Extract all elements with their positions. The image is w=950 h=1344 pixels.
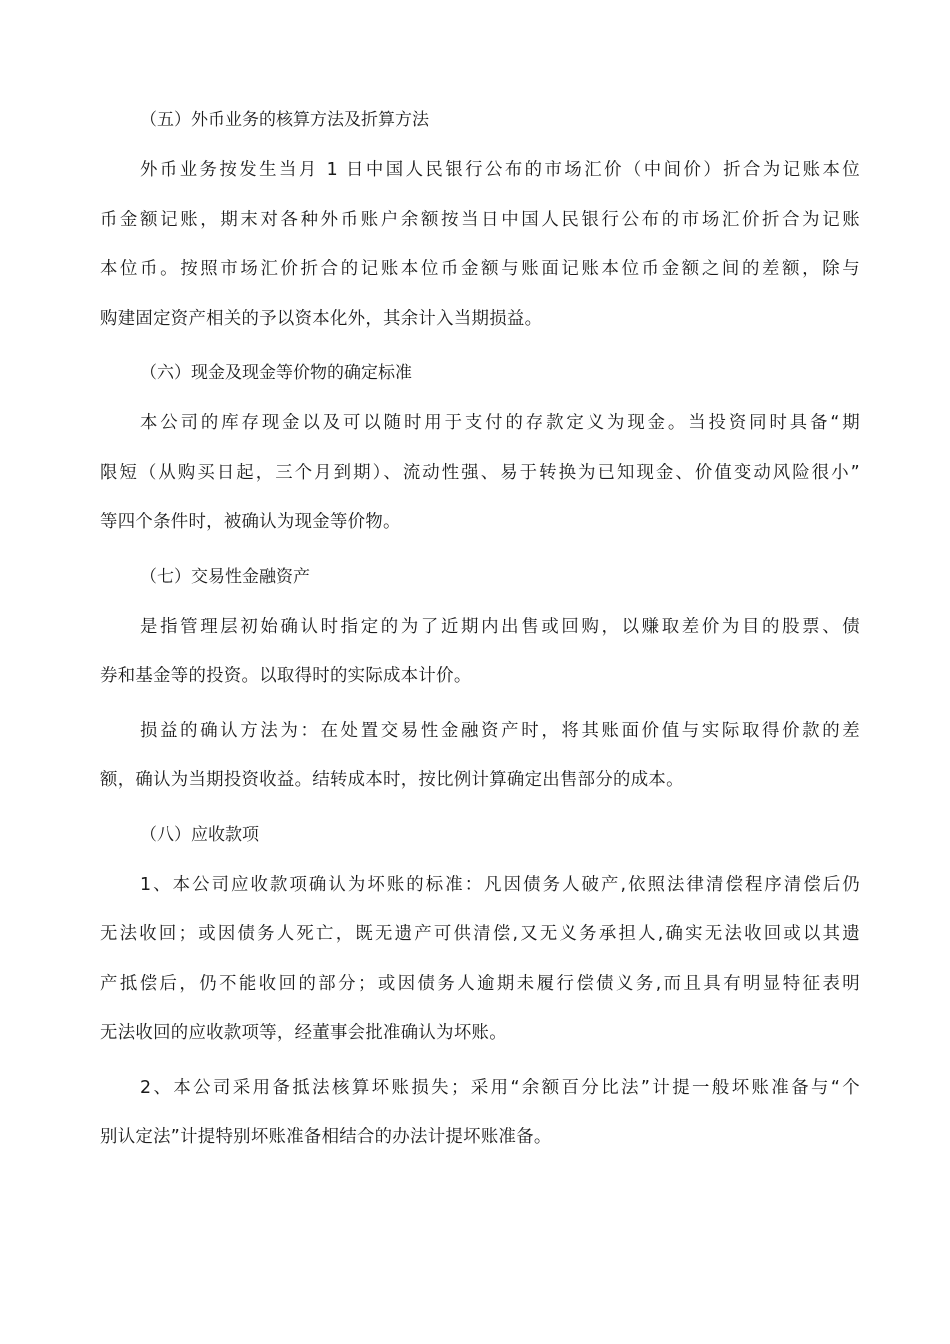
text-line: 无法收回的应收款项等，经董事会批准确认为坏账。 bbox=[100, 1023, 507, 1043]
text-line: 别认定法”计提特别坏账准备相结合的办法计提坏账准备。 bbox=[100, 1127, 552, 1147]
text-line: 2、本公司采用备抵法核算坏账损失；采用“余额百分比法”计提一般坏账准备与“个 bbox=[140, 1077, 860, 1098]
section-heading-7: （七）交易性金融资产 bbox=[140, 566, 310, 587]
section-heading-5: （五）外币业务的核算方法及折算方法 bbox=[140, 110, 429, 130]
text-line: 币金额记账，期末对各种外币账户余额按当日中国人民银行公布的市场汇价折合为记账 bbox=[100, 209, 860, 230]
paragraph-bad-debt-method bbox=[100, 1064, 860, 1163]
text-line: 券和基金等的投资。以取得时的实际成本计价。 bbox=[100, 666, 472, 686]
text-line: 本位币。按照市场汇价折合的记账本位币金额与账面记账本位币金额之间的差额，除与 bbox=[100, 259, 860, 279]
text-line: 等四个条件时，被确认为现金等价物。 bbox=[100, 512, 401, 532]
paragraph-bad-debt-standard bbox=[100, 861, 860, 1059]
text-line: 购建固定资产相关的予以资本化外，其余计入当期损益。 bbox=[100, 308, 543, 329]
text-line: 1、本公司应收款项确认为坏账的标准：凡因债务人破产,依照法律清偿程序清偿后仍 bbox=[140, 874, 860, 895]
paragraph-cash-equivalents bbox=[100, 399, 860, 548]
text-line: 额，确认为当期投资收益。结转成本时，按比例计算确定出售部分的成本。 bbox=[100, 770, 684, 790]
section-heading-6: （六）现金及现金等价物的确定标准 bbox=[140, 363, 412, 383]
text-line: 外币业务按发生当月 1 日中国人民银行公布的市场汇价（中间价）折合为记账本位 bbox=[140, 160, 860, 180]
text-line: 是指管理层初始确认时指定的为了近期内出售或回购，以赚取差价为目的股票、债 bbox=[140, 616, 860, 637]
text-line: 损益的确认方法为：在处置交易性金融资产时，将其账面价值与实际取得价款的差 bbox=[140, 720, 860, 741]
paragraph-trading-assets-gains bbox=[100, 707, 860, 806]
paragraph-foreign-currency bbox=[100, 146, 860, 344]
text-line: 无法收回；或因债务人死亡，既无遗产可供清偿,又无义务承担人,确实无法收回或以其遗 bbox=[100, 924, 860, 944]
text-line: 产抵偿后，仍不能收回的部分；或因债务人逾期未履行偿债义务,而且具有明显特征表明 bbox=[100, 973, 860, 994]
paragraph-trading-assets-definition bbox=[100, 603, 860, 702]
text-line: 限短（从购买日起，三个月到期）、流动性强、易于转换为已知现金、价值变动风险很小” bbox=[100, 462, 860, 483]
text-line: 本公司的库存现金以及可以随时用于支付的存款定义为现金。当投资同时具备“期 bbox=[140, 413, 860, 433]
document-page bbox=[100, 96, 860, 1168]
section-heading-8: （八）应收款项 bbox=[140, 824, 259, 845]
